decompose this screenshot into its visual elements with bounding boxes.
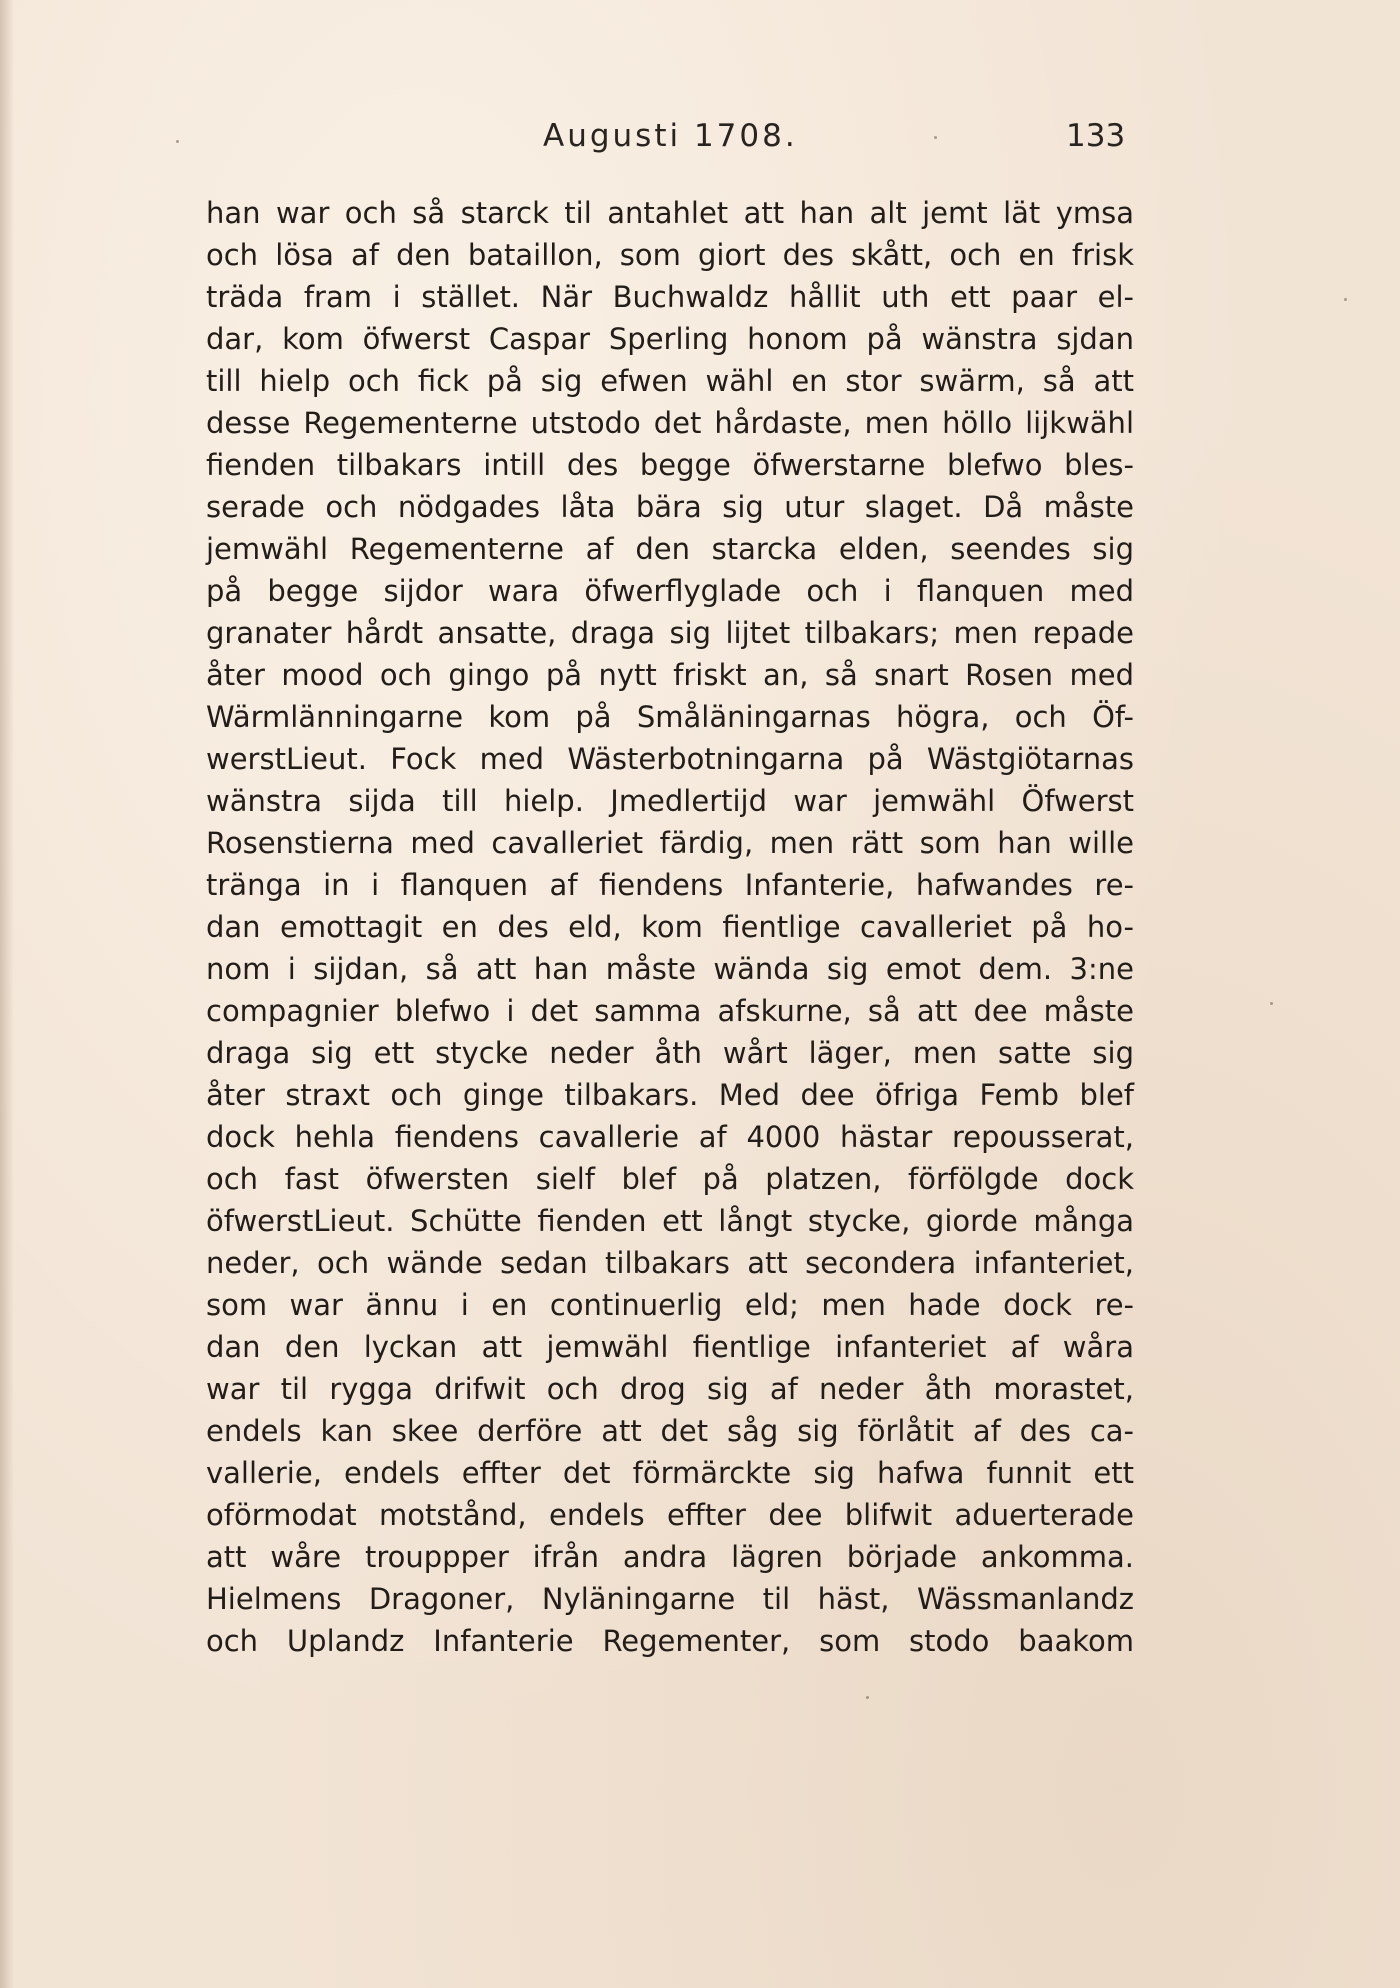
- text-line: wänstra sijda till hielp. Jmedlertijd war jemwähl Öfwerst: [206, 784, 1134, 818]
- text-line: tränga in i flanquen af fiendens Infanterie, hafwandes re-: [206, 868, 1134, 902]
- text-line: war til rygga drifwit och drog sig af neder åth morastet,: [206, 1372, 1134, 1406]
- text-line: desse Regementerne utstodo det hårdaste, men höllo lijkwähl: [206, 406, 1134, 440]
- spine-shadow: [0, 0, 14, 1988]
- text-line: endels kan skee derföre att det såg sig förlåtit af des ca-: [206, 1414, 1134, 1448]
- text-line: dan emottagit en des eld, kom fientlige cavalleriet på ho-: [206, 910, 1134, 944]
- paper-speck: [176, 140, 179, 143]
- text-line: Rosenstierna med cavalleriet färdig, men rätt som han wille: [206, 826, 1134, 860]
- text-line: träda fram i stället. När Buchwaldz hållit uth ett paar el-: [206, 280, 1134, 314]
- paper-speck: [1344, 298, 1347, 301]
- text-line: werstLieut. Fock med Wästerbotningarna på Wästgiötarnas: [206, 742, 1134, 776]
- text-line: dar, kom öfwerst Caspar Sperling honom på wänstra sjdan: [206, 322, 1134, 356]
- running-title: Augusti 1708.: [543, 118, 798, 154]
- text-line: han war och så starck til antahlet att han alt jemt lät ymsa: [206, 196, 1134, 230]
- text-line: nom i sijdan, så att han måste wända sig emot dem. 3:ne: [206, 952, 1134, 986]
- page-number: 133: [1066, 118, 1126, 154]
- paper-speck: [866, 1696, 869, 1699]
- text-line: som war ännu i en continuerlig eld; men hade dock re-: [206, 1288, 1134, 1322]
- text-line: draga sig ett stycke neder åth wårt läger, men satte sig: [206, 1036, 1134, 1070]
- text-line: och lösa af den bataillon, som giort des skått, och en frisk: [206, 238, 1134, 272]
- text-line: neder, och wände sedan tilbakars att secondera infanteriet,: [206, 1246, 1134, 1280]
- body-text: [206, 192, 1134, 1662]
- text-line: granater hårdt ansatte, draga sig lijtet tilbakars; men repade: [206, 616, 1134, 650]
- text-line: att wåre trouppper ifrån andra lägren började ankomma.: [206, 1540, 1134, 1574]
- text-line: åter straxt och ginge tilbakars. Med dee öfriga Femb blef: [206, 1078, 1134, 1112]
- text-line: fienden tilbakars intill des begge öfwerstarne blefwo bles-: [206, 448, 1134, 482]
- text-line: vallerie, endels effter det förmärckte sig hafwa funnit ett: [206, 1456, 1134, 1490]
- text-line: på begge sijdor wara öfwerflyglade och i flanquen med: [206, 574, 1134, 608]
- text-line: till hielp och fick på sig efwen wähl en stor swärm, så att: [206, 364, 1134, 398]
- text-line: compagnier blefwo i det samma afskurne, så att dee måste: [206, 994, 1134, 1028]
- text-line: dan den lyckan att jemwähl fientlige infanteriet af wåra: [206, 1330, 1134, 1364]
- paper-speck: [1270, 1002, 1273, 1005]
- text-line: serade och nödgades låta bära sig utur slaget. Då måste: [206, 490, 1134, 524]
- text-line: Wärmlänningarne kom på Småläningarnas högra, och Öf-: [206, 700, 1134, 734]
- text-line: åter mood och gingo på nytt friskt an, så snart Rosen med: [206, 658, 1134, 692]
- paper-speck: [934, 136, 937, 139]
- text-line: och fast öfwersten sielf blef på platzen, förfölgde dock: [206, 1162, 1134, 1196]
- running-head: [0, 118, 1400, 168]
- text-line: oförmodat motstånd, endels effter dee blifwit aduerterade: [206, 1498, 1134, 1532]
- text-line: jemwähl Regementerne af den starcka elden, seendes sig: [206, 532, 1134, 566]
- text-line: Hielmens Dragoner, Nyläningarne til häst, Wässmanlandz: [206, 1582, 1134, 1616]
- text-line: öfwerstLieut. Schütte fienden ett långt stycke, giorde många: [206, 1204, 1134, 1238]
- text-line: dock hehla fiendens cavallerie af 4000 hästar repousserat,: [206, 1120, 1134, 1154]
- text-line: och Uplandz Infanterie Regementer, som stodo baakom: [206, 1624, 1134, 1658]
